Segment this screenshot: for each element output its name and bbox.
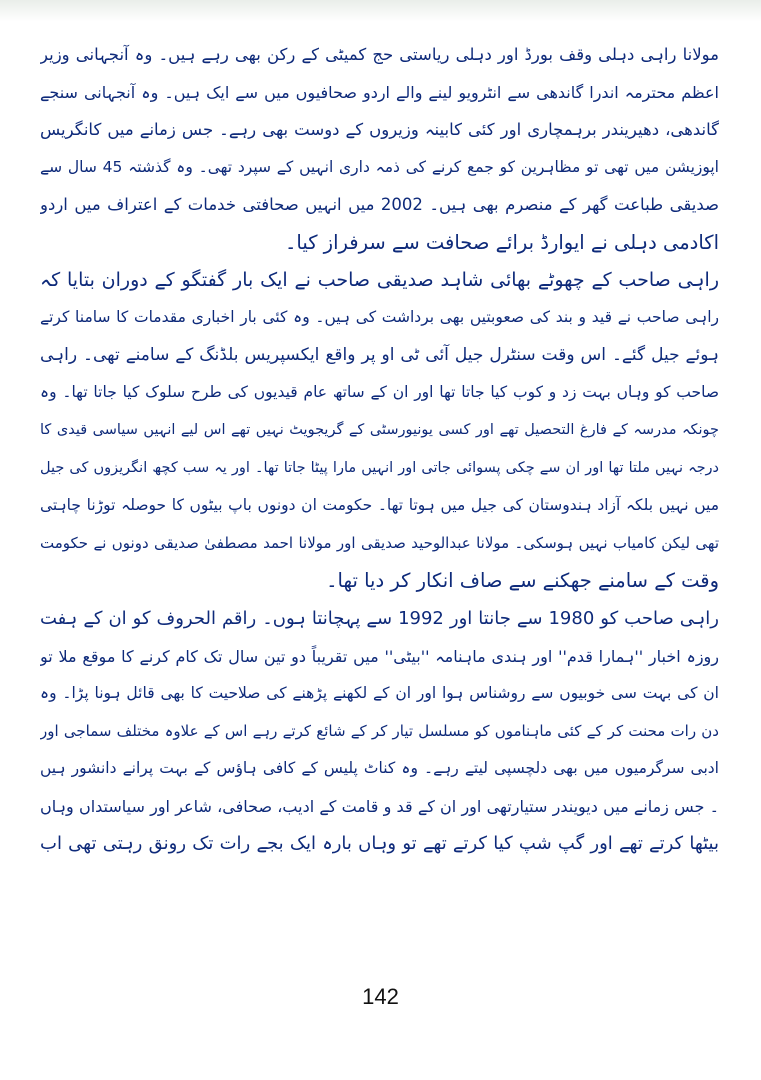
text-line: وقت کے سامنے جھکنے سے صاف انکار کر دیا تھا۔ bbox=[326, 569, 719, 593]
text-line: چونکہ مدرسہ کے فارغ التحصیل تھے اور کسی یونیورسٹی کے گریجویٹ نہیں تھے اس لیے انہیں سیاسی قیدی کا bbox=[40, 421, 719, 438]
text-line: راہی صاحب کے چھوٹے بھائی شاہد صدیقی صاحب نے ایک بار گفتگو کے دوران بتایا کہ bbox=[40, 268, 719, 291]
text-line: دن رات محنت کر کے کئی ماہناموں کو مسلسل تیار کر کے شائع کرتے رہے اس کے علاوہ مختلف سماجی اور bbox=[40, 721, 719, 740]
text-line: اپوزیشن میں تھی تو مظاہرین کو جمع کرنے کی ذمہ داری انہیں کے سپرد تھی۔ وہ گذشتہ 45 سال سے bbox=[40, 157, 719, 176]
text-line: درجہ نہیں ملتا تھا اور ان سے چکی پسوائی جاتی اور انہیں مارا پیٹا جاتا تھا۔ اور یہ سب کچھ انگریزوں کی جیل bbox=[40, 459, 719, 476]
urdu-text-block bbox=[40, 36, 719, 863]
text-line: تھی لیکن کامیاب نہیں ہوسکی۔ مولانا عبدالوحید صدیقی اور مولانا احمد مصطفیٰ صدیقی دونوں نے حکومت bbox=[40, 533, 719, 552]
text-line: بیٹھا کرتے تھے اور گپ شپ کیا کرتے تھے تو وہاں بارہ ایک بجے رات تک رونق رہتی تھی اب bbox=[40, 833, 719, 855]
text-line: گاندھی، دھیریندر برہمچاری اور کئی کابینہ وزیروں کے دوست بھی رہے۔ جس زمانے میں کانگریس bbox=[40, 120, 719, 140]
text-line: اکادمی دہلی نے ایوارڈ برائے صحافت سے سرفراز کیا۔ bbox=[284, 230, 719, 254]
text-line: راہی صاحب نے قید و بند کی صعوبتیں بھی برداشت کی ہیں۔ وہ کئی بار اخباری مقدمات کا سامنا کرتے bbox=[40, 308, 719, 327]
text-line: ۔ جس زمانے میں دیویندر ستیارتھی اور ان کے قد و قامت کے ادیب، صحافی، شاعر اور سیاستداں وہاں bbox=[40, 796, 719, 816]
text-line: راہی صاحب کو 1980 سے جانتا اور 1992 سے پہچانتا ہوں۔ راقم الحروف کو ان کے ہفت bbox=[40, 607, 719, 629]
text-line: ہوئے جیل گئے۔ اس وقت سنٹرل جیل آئی ٹی او پر واقع ایکسپریس بلڈنگ کے سامنے تھی۔ راہی bbox=[40, 344, 719, 365]
text-line: ادبی سرگرمیوں میں بھی دلچسپی لیتے رہے۔ وہ کناٹ پلیس کے کافی ہاؤس کے بہت پرانے دانشور ہیں bbox=[40, 759, 719, 778]
text-line: مولانا راہی دہلی وقف بورڈ اور دہلی ریاستی حج کمیٹی کے رکن بھی رہے ہیں۔ وہ آنجہانی وزیر bbox=[40, 45, 719, 64]
text-line: روزہ اخبار ''ہمارا قدم'' اور ہندی ماہنامہ ''بیٹی'' میں تقریباً دو تین سال تک کام کرنے کا موقع ملا تو bbox=[40, 646, 719, 666]
text-line: صاحب کو وہاں بہت زد و کوب کیا جاتا تھا اور ان کے ساتھ عام قیدیوں کی طرح سلوک کیا جاتا تھا۔ وہ bbox=[40, 383, 719, 402]
text-line: صدیقی طباعت گھر کے منصرم بھی ہیں۔ 2002 میں انہیں صحافتی خدمات کے اعتراف میں اردو bbox=[40, 195, 719, 215]
text-line: ان کی بہت سی خوبیوں سے روشناس ہوا اور ان کے لکھنے پڑھنے کی صلاحیت کا بھی قائل ہونا پڑا۔ وہ bbox=[40, 684, 719, 703]
page-number: 142 bbox=[362, 984, 399, 1009]
page-top-edge bbox=[0, 0, 761, 22]
text-line: اعظم محترمہ اندرا گاندھی سے انٹرویو لینے والے اردو صحافیوں میں سے ایک ہیں۔ وہ آنجہانی سنجے bbox=[40, 82, 719, 102]
text-line: میں نہیں بلکہ آزاد ہندوستان کی جیل میں ہوتا تھا۔ حکومت ان دونوں باپ بیٹوں کا حوصلہ توڑنا چاہتی bbox=[40, 496, 719, 515]
